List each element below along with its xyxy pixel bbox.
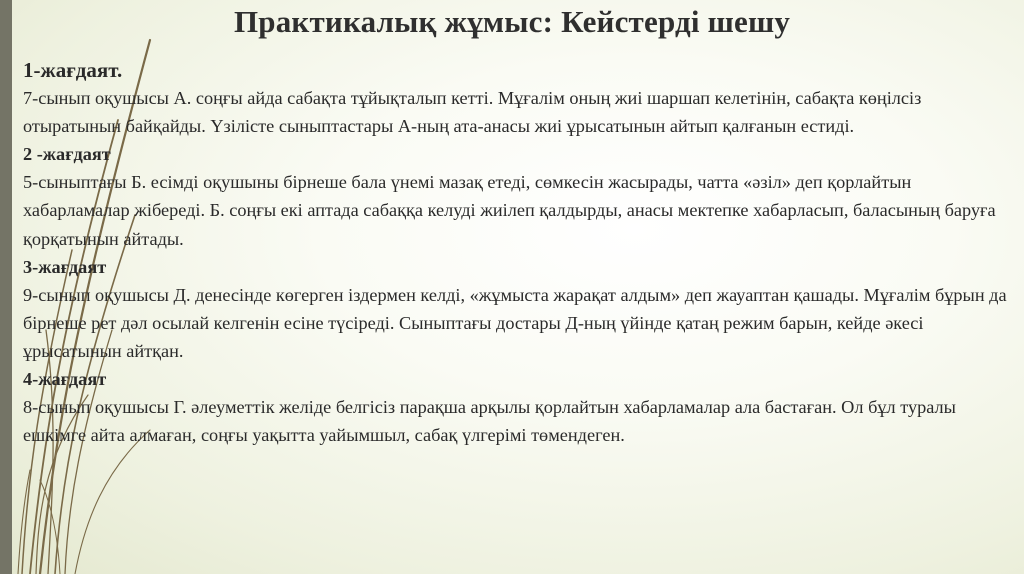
case-block: [23, 140, 1008, 252]
case-heading: 1-жағдаят.: [23, 58, 123, 82]
case-text: 8-сынып оқушысы Г. әлеуметтік желіде белгісіз парақша арқылы қорлайтын хабарламалар ала бастаған. Ол бұл туралы ешкімге айта алмаған, соңғы уақытта уайымшыл, сабақ үлгерімі төмендеген.: [23, 397, 956, 446]
case-block: [23, 365, 1008, 449]
slide-title: Практикалық жұмыс: Кейстерді шешу: [233, 4, 791, 39]
case-heading: 3-жағдаят: [23, 256, 107, 277]
case-block: [23, 253, 1008, 365]
cases-content: [23, 56, 1008, 449]
case-block: [23, 56, 1008, 140]
case-text: 7-сынып оқушысы А. соңғы айда сабақта тұйықталып кетті. Мұғалім оның жиі шаршап келетінін, сабақта көңілсіз отыратынын байқайды. Үзілісте сыныптастары А-ның ата-анасы жиі ұрысатынын айтып қалғанын естиді.: [23, 88, 922, 137]
case-text: 5-сыныптағы Б. есімді оқушыны бірнеше бала үнемі мазақ етеді, сөмкесін жасырады, чатта «әзіл» деп қорлайтын хабарламалар жібереді. Б. соңғы екі аптада сабаққа келуді жиілеп қалдырды, анасы мектепке хабарласып, баласының баруға қорқатынын айтады.: [23, 172, 996, 249]
case-heading: 2 -жағдаят: [23, 144, 111, 165]
case-text: 9-сынып оқушысы Д. денесінде көгерген іздермен келді, «жұмыста жарақат алдым» деп жауаптан қашады. Мұғалім бұрын да бірнеше рет дәл осылай келгенін есіне түсіреді. Сыныптағы достары Д-ның үйінде қатаң режим барын, кейде әкесі ұрысатынын айтқан.: [23, 284, 1007, 361]
case-heading: 4-жағдаят: [23, 369, 107, 390]
